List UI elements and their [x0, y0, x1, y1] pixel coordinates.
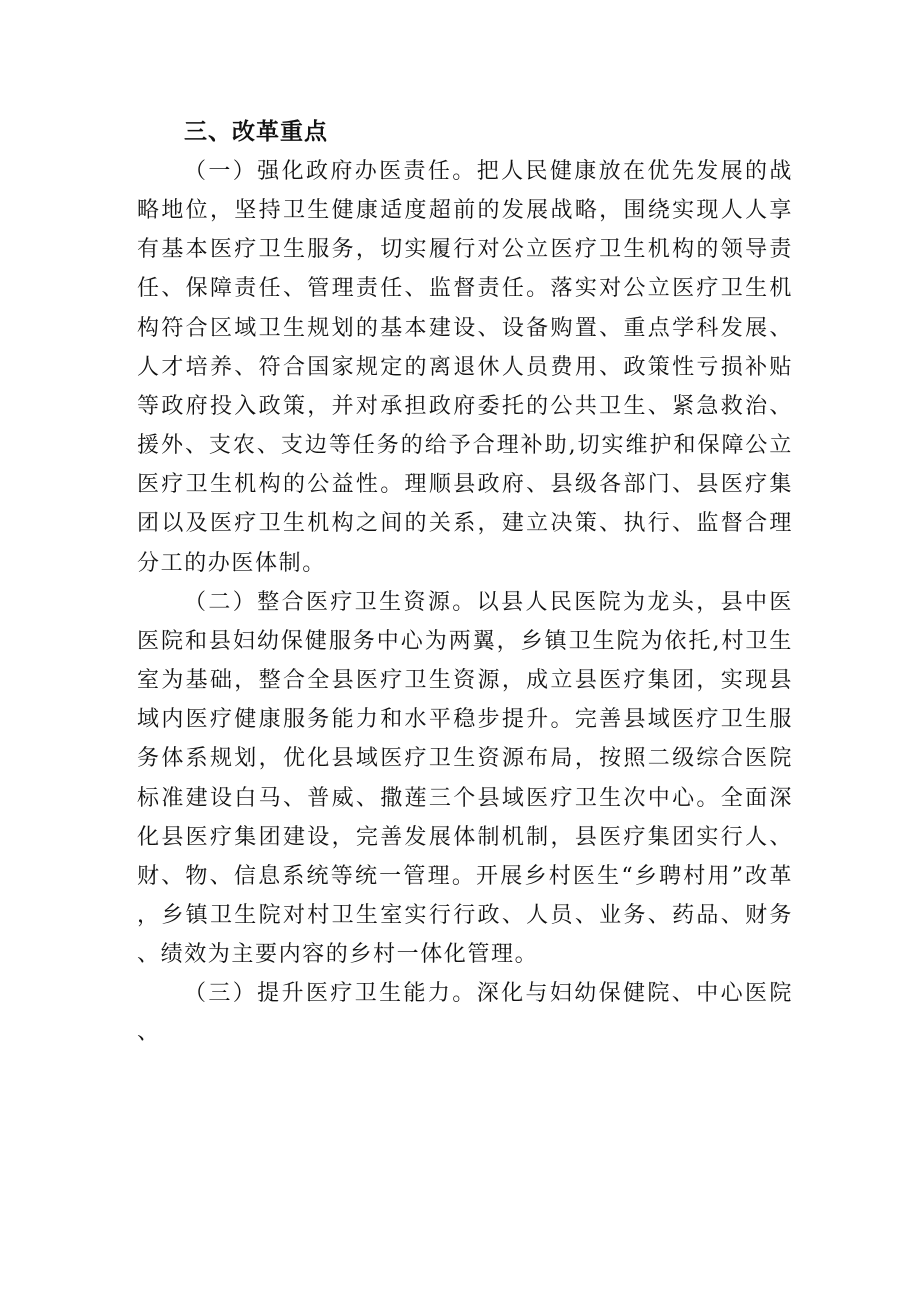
section-heading: 三、改革重点 [184, 119, 328, 145]
document-body [137, 113, 793, 1053]
paragraph-strengthen-government-responsibility: （一）强化政府办医责任。把人民健康放在优先发展的战略地位，坚持卫生健康适度超前的发展战略，围绕实现人人享有基本医疗卫生服务，切实履行对公立医疗卫生机构的领导责任、保障责任、管理责任、监督责任。落实对公立医疗卫生机构符合区域卫生规划的基本建设、设备购置、重点学科发展、人才培养、符合国家规定的离退休人员费用、政策性亏损补贴等政府投入政策，并对承担政府委托的公共卫生、紧急救治、援外、支农、支边等任务的给予合理补助,切实维护和保障公立医疗卫生机构的公益性。理顺县政府、县级各部门、县医疗集团以及医疗卫生机构之间的关系，建立决策、执行、监督合理分工的办医体制。 [137, 159, 793, 576]
paragraph-improve-medical-capacity: （三）提升医疗卫生能力。深化与妇幼保健院、中心医院、 [137, 981, 793, 1046]
paragraph-integrate-medical-resources: （二）整合医疗卫生资源。以县人民医院为龙头，县中医医院和县妇幼保健服务中心为两翼，乡镇卫生院为依托,村卫生室为基础，整合全县医疗卫生资源，成立县医疗集团，实现县域内医疗健康服务能力和水平稳步提升。完善县域医疗卫生服务体系规划，优化县域医疗卫生资源布局，按照二级综合医院标准建设白马、普威、撒莲三个县域医疗卫生次中心。全面深化县医疗集团建设，完善发展体制机制，县医疗集团实行人、财、物、信息系统等统一管理。开展乡村医生“乡聘村用”改革，乡镇卫生院对村卫生室实行行政、人员、业务、药品、财务、绩效为主要内容的乡村一体化管理。 [137, 589, 793, 968]
